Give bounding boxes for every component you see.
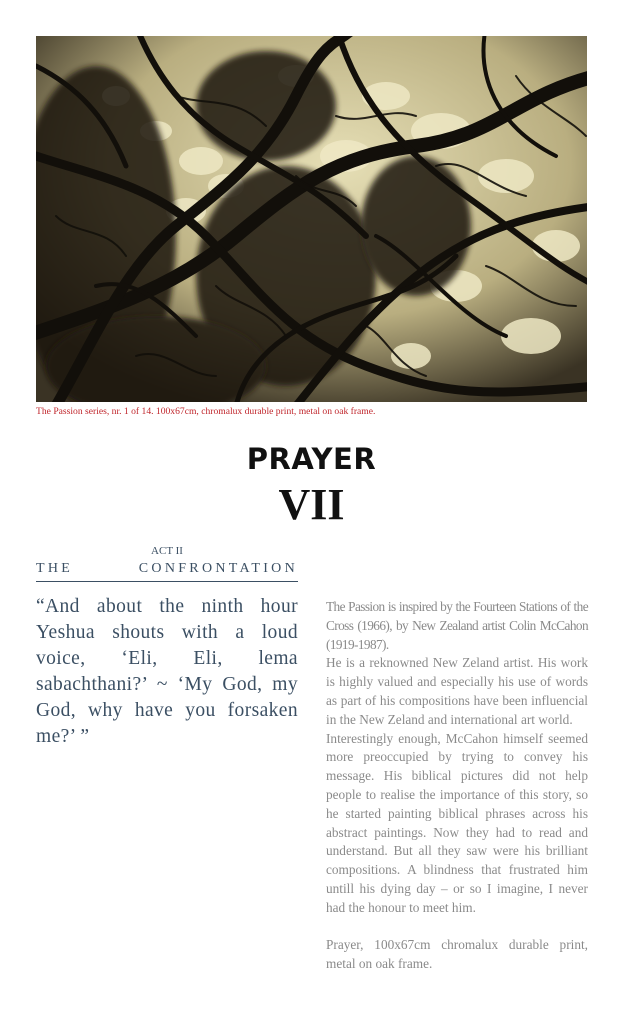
- artwork-photo: [36, 36, 587, 402]
- heading-divider: [36, 581, 298, 582]
- description-text: [326, 598, 588, 974]
- branches-image: [36, 36, 587, 402]
- section-heading-confrontation: CONFRONTATION: [138, 561, 298, 576]
- act-label: ACT II: [151, 545, 183, 557]
- description-paragraph: He is a reknowned New Zeland artist. His work is highly valued and especially his use of words as part of his compositions have been influencial in the New Zeland and international art world.: [326, 655, 588, 727]
- scripture-quote: “And about the ninth hour Yeshua shouts with a loud voice, ‘Eli, Eli, lema sabachthani?’ ~ ‘My God, my God, why have you forsaken me?’ ”: [36, 596, 298, 747]
- title-numeral: VII: [278, 480, 345, 529]
- section-heading-the: THE: [36, 561, 74, 576]
- description-paragraph: The Passion is inspired by the Fourteen Stations of the Cross (1966), by New Zealand artist Colin McCahon (1919-1987).: [326, 599, 588, 652]
- description-paragraph: Prayer, 100x67cm chromalux durable print, metal on oak frame.: [326, 937, 588, 972]
- section-heading: [36, 561, 298, 577]
- paragraph-spacer: [326, 918, 588, 937]
- artwork-caption: The Passion series, nr. 1 of 14. 100x67cm, chromalux durable print, metal on oak frame.: [36, 406, 376, 417]
- description-paragraph: Interestingly enough, McCahon himself seemed more preoccupied by trying to convey his message. His biblical pictures did not help people to realise the importance of this story, so he started painting biblical phrases across his abstract paintings. Now they had to read and understand. But all they saw were his brilliant compositions. A blindness that frustrated him untill his dying day – or so I imagine, I never had the honour to meet him.: [326, 730, 588, 915]
- page-title: PRAYER: [246, 442, 377, 476]
